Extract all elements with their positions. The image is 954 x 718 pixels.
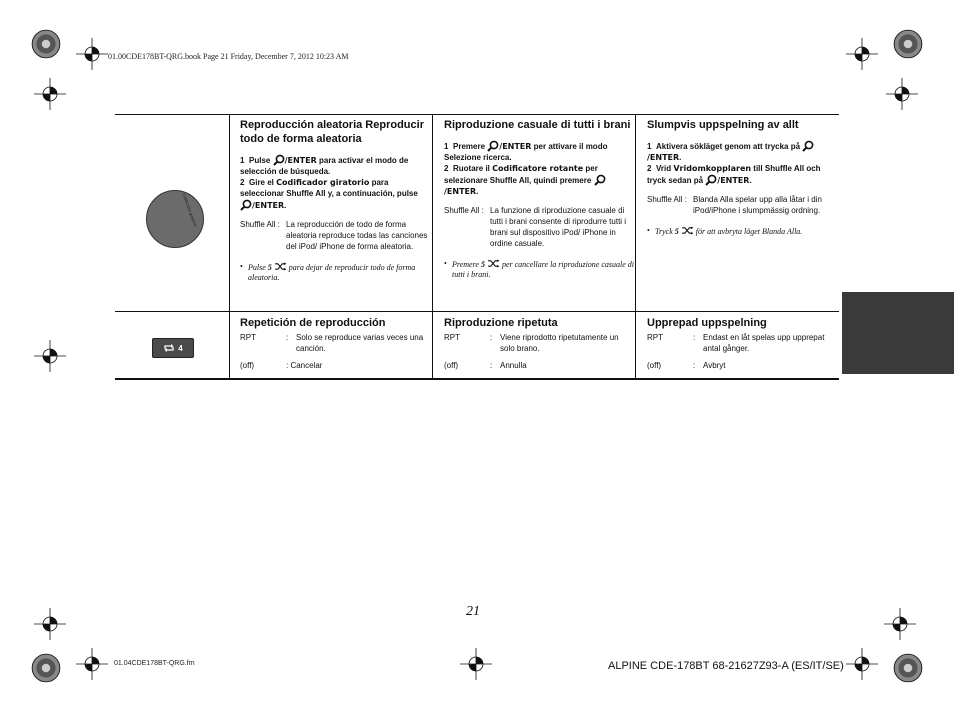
column-divider (432, 114, 433, 379)
colorbar-mark (30, 28, 62, 60)
definition-shuffle-all: Shuffle All : La reproducción de todo de forma aleatoria reproduce todas las canciones del iPod/ iPhone de forma aleatoria. (240, 220, 428, 251)
registration-mark (76, 38, 108, 70)
table-row-divider (115, 311, 839, 312)
colorbar-mark (892, 652, 924, 684)
search-icon (802, 140, 814, 152)
step-1: 1 Premere /ENTER per attivare il modo Selezione ricerca. (444, 142, 608, 162)
colorbar-mark (30, 652, 62, 684)
registration-mark (34, 340, 66, 372)
section-title: Riproduzione casuale di tutti i brani (444, 119, 631, 131)
section-title: Reproducción aleatoria Reproducir todo de forma aleatoria (240, 119, 424, 145)
shuffle-icon (487, 259, 500, 268)
note: • Premere 5 per cancellare la riproduzione casuale di tutti i brani. (444, 259, 635, 279)
search-icon (240, 199, 252, 211)
registration-mark (34, 608, 66, 640)
section-title: Riproduzione ripetuta (444, 317, 558, 329)
table-top-rule (115, 114, 839, 115)
step-1: 1 Pulse /ENTER para activar el modo de selección de búsqueda. (240, 156, 409, 176)
search-icon (487, 140, 499, 152)
note: • Tryck 5 för att avbryta läget Blanda Alla. (647, 226, 803, 236)
registration-mark (34, 78, 66, 110)
definition-rpt: RPT : Solo se reproduce varias veces una canción. (240, 333, 424, 353)
repeat-icon (163, 343, 175, 353)
search-icon (273, 154, 285, 166)
shuffle-se-section (647, 118, 837, 237)
column-divider (229, 114, 230, 379)
registration-mark (846, 648, 878, 680)
file-info-header: 01.00CDE178BT-QRG.book Page 21 Friday, December 7, 2012 10:23 AM (108, 52, 349, 61)
section-title: Upprepad uppspelning (647, 317, 767, 329)
shuffle-es-section (240, 118, 430, 283)
repeat-button-label: 4 (178, 343, 183, 353)
knob-label: Codificador giratorio (181, 192, 199, 228)
shuffle-icon (274, 262, 287, 271)
repeat-it-section (444, 316, 634, 371)
definition-off: (off) : Annulla (444, 361, 527, 370)
note: • Pulse 5 para dejar de reproducir todo de forma aleatoria. (240, 262, 416, 282)
registration-mark (846, 38, 878, 70)
section-title: Slumpvis uppspelning av allt (647, 119, 799, 131)
colorbar-mark (892, 28, 924, 60)
definition-shuffle-all: Shuffle All : La funzione di riproduzione casuale di tutti i brani consente di riprodurre tutti i brani sul dispositivo iPod/ iPhone in ordine casuale. (444, 206, 627, 248)
registration-mark (76, 648, 108, 680)
column-divider (635, 114, 636, 379)
file-info-footer: 01.04CDE178BT-QRG.fm (114, 660, 195, 667)
definition-off: (off) : Avbryt (647, 361, 726, 370)
step-2: 2 Vrid Vridomkopplaren till Shuffle All och tryck sedan på /ENTER. (647, 164, 821, 185)
product-code-footer: ALPINE CDE-178BT 68-21627Z93-A (ES/IT/SE) (608, 660, 844, 672)
section-title: Repetición de reproducción (240, 317, 386, 329)
step-2: 2 Ruotare il Codificatore rotante per selezionare Shuffle All, quindi premere /ENTER. (444, 163, 634, 197)
registration-mark (884, 608, 916, 640)
definition-off: (off) : Cancelar (240, 361, 323, 370)
definition-rpt: RPT : Viene riprodotto ripetutamente un solo brano. (444, 333, 619, 353)
page-number: 21 (466, 604, 480, 619)
repeat-es-section (240, 316, 430, 371)
step-1: 1 Aktivera sökläget genom att trycka på /ENTER. (647, 140, 837, 163)
search-icon (594, 174, 606, 186)
shuffle-it-section (444, 118, 634, 280)
definition-rpt: RPT : Endast en låt spelas upp upprepat antal gånger. (647, 333, 825, 353)
step-2: 2 Gire el Codificador giratorio para seleccionar Shuffle All y, a continuación, pulse /ENTER. (240, 178, 418, 210)
table-bottom-rule (115, 378, 839, 380)
section-tab (842, 292, 954, 374)
definition-shuffle-all: Shuffle All : Blanda Alla spelar upp alla låtar i din iPod/iPhone i slumpmässig ordning. (647, 195, 822, 215)
repeat-button (152, 338, 194, 358)
registration-mark (886, 78, 918, 110)
registration-mark (460, 648, 492, 680)
search-icon (705, 174, 717, 186)
repeat-se-section (647, 316, 837, 371)
shuffle-icon (681, 226, 694, 235)
